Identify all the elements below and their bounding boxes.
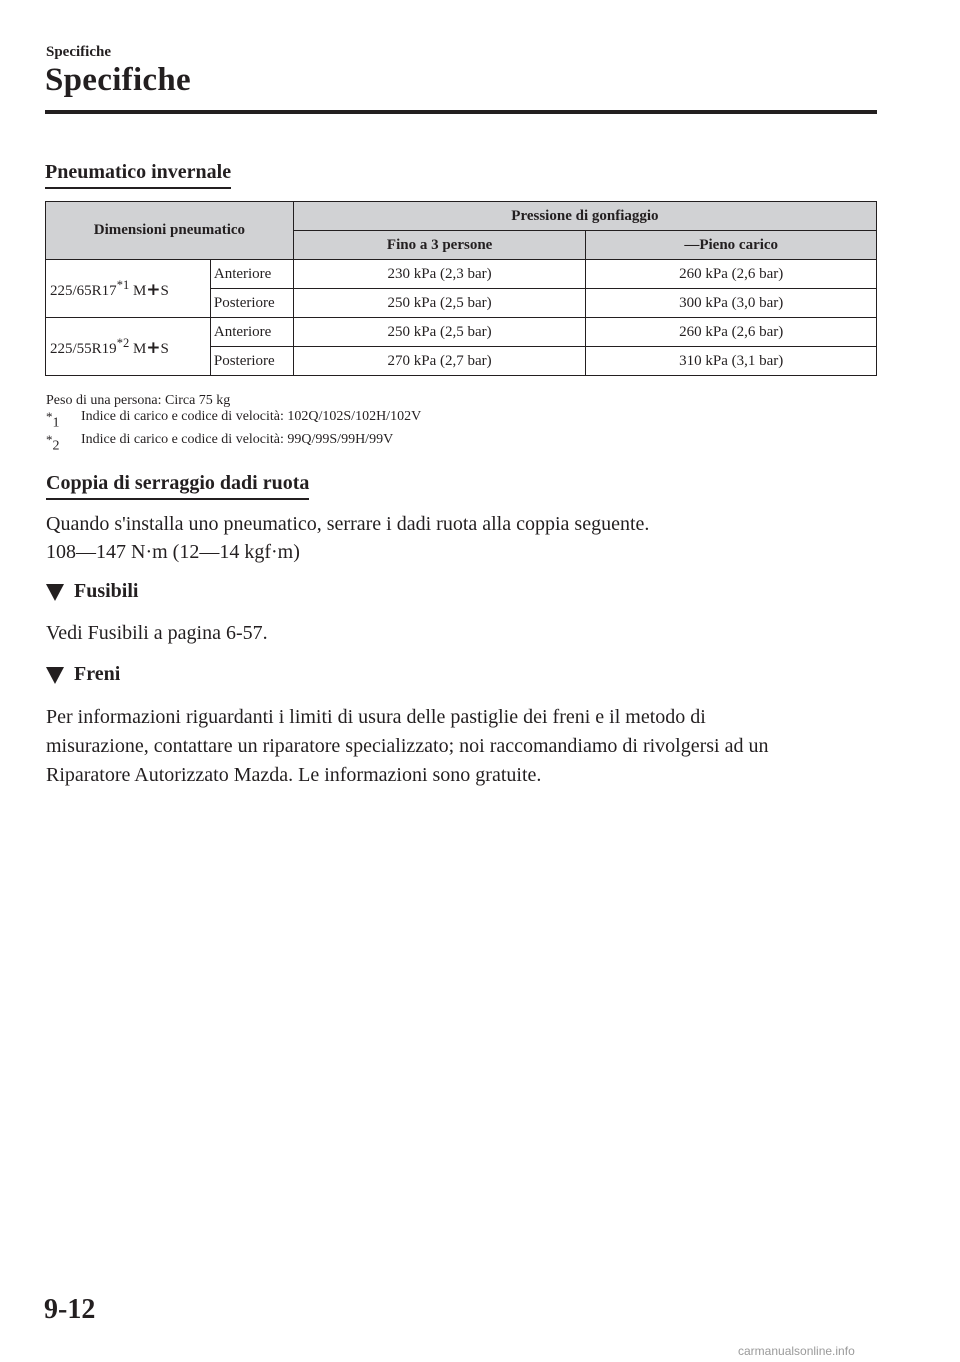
table-row [46,318,877,347]
position-label: Posteriore [210,289,293,318]
person-weight-note: Peso di una persona: Circa 75 kg [46,393,231,408]
col-dimensions: Dimensioni pneumatico [46,202,294,260]
pressure-cell: 230 kPa (2,3 bar) [293,260,586,289]
tire-size-cell: 225/55R19$^{*2}$ M+S [46,318,211,376]
tire-size-cell: 225/65R17$^{*1}$ M+S [46,260,211,318]
winter-tire-heading: Pneumatico invernale [45,161,231,189]
section-label: Specifiche [46,44,111,60]
col-full-load: ―Pieno carico [586,231,877,260]
mud-snow-mark: M+S [132,337,169,358]
pressure-cell: 250 kPa (2,5 bar) [293,318,586,347]
pressure-cell: 300 kPa (3,0 bar) [586,289,877,318]
watermark: carmanualsonline.info [738,1344,855,1358]
col-pressure: Pressione di gonfiaggio [293,202,876,231]
mud-snow-mark: M+S [132,279,169,300]
triangle-bullet-icon [46,584,64,601]
pressure-cell: 250 kPa (2,5 bar) [293,289,586,318]
pressure-cell: 260 kPa (2,6 bar) [586,260,877,289]
title-divider [45,110,877,114]
fuses-text: Vedi Fusibili a pagina 6-57. [46,622,268,644]
table-header-row [46,202,877,231]
pressure-cell: 260 kPa (2,6 bar) [586,318,877,347]
footnote-1: *1 Indice di carico e codice di velocità: 102Q/102S/102H/102V [46,409,422,431]
col-up-to-3: Fino a 3 persone [293,231,586,260]
position-label: Anteriore [210,318,293,347]
position-label: Posteriore [210,347,293,376]
triangle-bullet-icon [46,667,64,684]
torque-text: Quando s'installa uno pneumatico, serrare i dadi ruota alla coppia seguente. 108―147 N·m (12―14 kgf·m) [46,513,650,563]
page-title: Specifiche [45,62,191,98]
page-number: 9-12 [44,1294,96,1325]
brakes-heading: Freni [46,663,120,686]
torque-heading: Coppia di serraggio dadi ruota [46,472,309,500]
pressure-cell: 270 kPa (2,7 bar) [293,347,586,376]
fuses-heading: Fusibili [46,580,138,603]
tire-pressure-table [45,201,877,376]
footnote-2: *2 Indice di carico e codice di velocità: 99Q/99S/99H/99V [46,431,394,454]
brakes-text: Per informazioni riguardanti i limiti di usura delle pastiglie dei freni e il metodo di misurazione, contattare un riparatore specializzato; noi raccomandiamo di rivolgersi ad un Riparatore Autorizzato Mazda. Le informazioni sono gratuite. [46,706,769,786]
pressure-cell: 310 kPa (3,1 bar) [586,347,877,376]
position-label: Anteriore [210,260,293,289]
table-row [46,260,877,289]
table-notes [46,393,421,454]
